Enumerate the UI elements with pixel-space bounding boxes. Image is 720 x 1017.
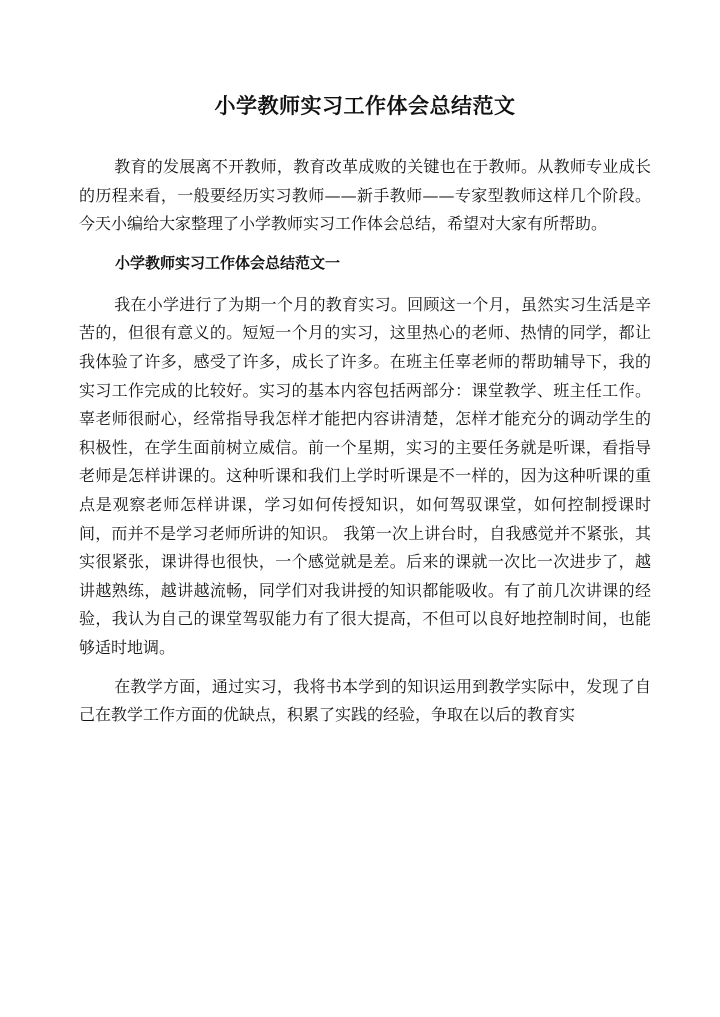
- body-paragraph-2: 在教学方面，通过实习，我将书本学到的知识运用到教学实际中，发现了自己在教学工作方面的优缺点，积累了实践的经验，争取在以后的教育实: [79, 676, 651, 725]
- document-title: 小学教师实习工作体会总结范文: [214, 94, 516, 118]
- intro-paragraph: 教育的发展离不开教师，教育改革成败的关键也在于教师。从教师专业成长的历程来看，一般要经历实习教师——新手教师——专家型教师这样几个阶段。今天小编给大家整理了小学教师实习工作体会总结，希望对大家有所帮助。: [79, 157, 651, 234]
- document-page: [79, 86, 651, 740]
- body-paragraph-1: 我在小学进行了为期一个月的教育实习。回顾这一个月，虽然实习生活是辛苦的，但很有意义的。短短一个月的实习，这里热心的老师、热情的同学，都让我体验了许多，感受了许多，成长了许多。在班主任辜老师的帮助辅导下，我的实习工作完成的比较好。实习的基本内容包括两部分：课堂教学、班主任工作。辜老师很耐心，经常指导我怎样才能把内容讲清楚，怎样才能充分的调动学生的积极性，在学生面前树立威信。前一个星期，实习的主要任务就是听课，看指导老师是怎样讲课的。这种听课和我们上学时听课是不一样的，因为这种听课的重点是观察老师怎样讲课，学习如何传授知识，如何驾驭课堂，如何控制授课时间，而并不是学习老师所讲的知识。 我第一次上讲台时，自我感觉并不紧张，其实很紧张，课讲得也很快，一个感觉就是差。后来的课就一次比一次进步了，越讲越熟练，越讲越流畅，同学们对我讲授的知识都能吸收。有了前几次讲课的经验，我认为自己的课堂驾驭能力有了很大提高，不但可以良好地控制时间，也能够适时地调。: [79, 294, 651, 657]
- section-heading: 小学教师实习工作体会总结范文一: [115, 253, 341, 272]
